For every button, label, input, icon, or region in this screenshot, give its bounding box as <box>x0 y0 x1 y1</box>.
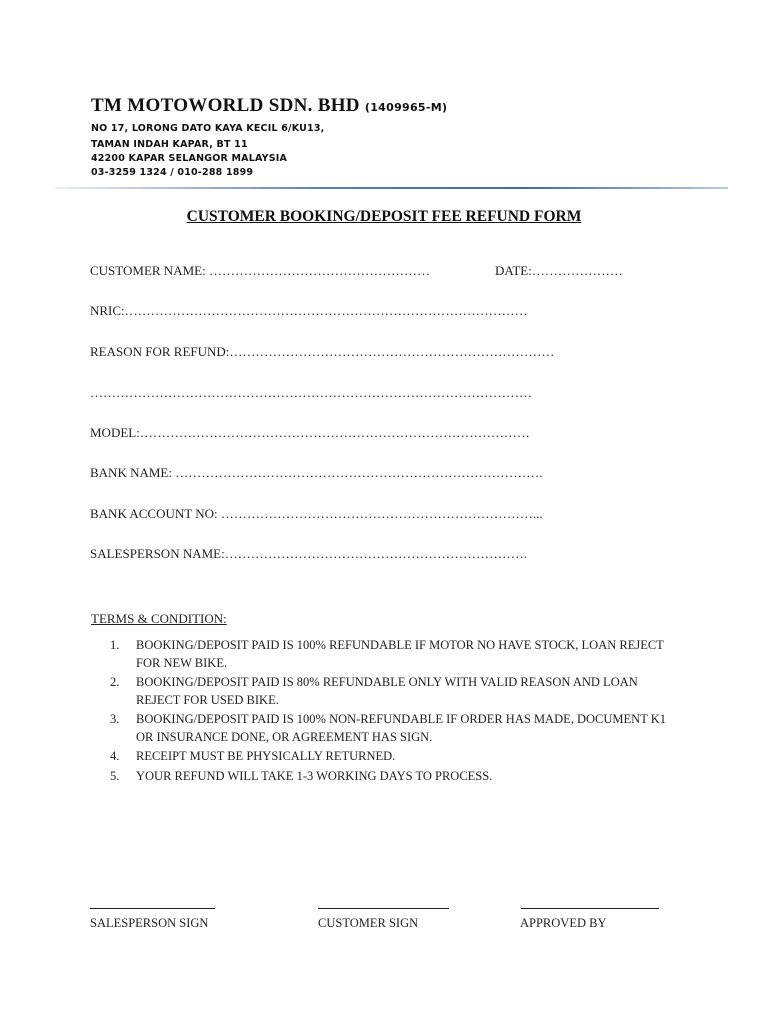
header-divider <box>55 187 728 189</box>
nric-field[interactable]: NRIC:………………………………………………………………………………… <box>90 303 528 318</box>
terms-item <box>110 637 670 672</box>
address-line-1: NO 17, LORONG DATO KAYA KECIL 6/KU13, <box>91 123 325 134</box>
terms-item <box>110 748 670 766</box>
terms-item-text: BOOKING/DEPOSIT PAID IS 100% REFUNDABLE IF MOTOR NO HAVE STOCK, LOAN REJECT FOR NEW BIKE. <box>136 638 664 670</box>
reason-field[interactable]: REASON FOR REFUND:………………………………………………………………… <box>90 344 555 359</box>
approved-by-line[interactable] <box>521 908 659 909</box>
address-line-2: TAMAN INDAH KAPAR, BT 11 <box>91 139 248 150</box>
terms-item-text: RECEIPT MUST BE PHYSICALLY RETURNED. <box>136 749 396 763</box>
terms-item-number: 4. <box>110 749 120 763</box>
company-name-text: TM MOTOWORLD SDN. BHD <box>91 95 360 116</box>
company-registration: (1409965-M) <box>364 101 448 114</box>
salesperson-sign-line[interactable] <box>90 908 215 909</box>
terms-list <box>110 637 670 787</box>
bank-account-field[interactable]: BANK ACCOUNT NO: ………………………………………………………………... <box>90 506 543 521</box>
terms-heading: TERMS & CONDITION: <box>91 611 227 626</box>
customer-name-field[interactable]: CUSTOMER NAME: …………………………………………… <box>90 263 430 278</box>
terms-item <box>110 768 670 786</box>
terms-item-text: BOOKING/DEPOSIT PAID IS 80% REFUNDABLE ONLY WITH VALID REASON AND LOAN REJECT FOR USED BIKE. <box>136 675 638 707</box>
terms-item-number: 5. <box>110 768 120 783</box>
approved-by-label: APPROVED BY <box>520 916 607 930</box>
company-name <box>91 95 447 117</box>
terms-item-number: 3. <box>110 712 120 726</box>
terms-item <box>110 711 670 746</box>
terms-item <box>110 674 670 709</box>
salesperson-sign-label: SALESPERSON SIGN <box>90 916 209 930</box>
model-field[interactable]: MODEL:……………………………………………………………………………… <box>90 425 530 440</box>
salesperson-name-field[interactable]: SALESPERSON NAME:……………………………………………………………. <box>90 546 527 561</box>
terms-item-number: 2. <box>110 675 120 689</box>
terms-item-text: BOOKING/DEPOSIT PAID IS 100% NON-REFUNDABLE IF ORDER HAS MADE, DOCUMENT K1 OR INSURANCE DONE, OR AGREEMENT HAS SIGN. <box>136 712 667 744</box>
phone-numbers: 03-3259 1324 / 010-288 1899 <box>91 167 254 178</box>
reason-continuation-field[interactable]: ………………………………………………………………………………………… <box>90 385 532 400</box>
customer-sign-line[interactable] <box>318 908 449 909</box>
bank-name-field[interactable]: BANK NAME: …………………………………………………………………………. <box>90 465 543 480</box>
date-field[interactable]: DATE:………………… <box>495 263 623 278</box>
terms-item-number: 1. <box>110 638 120 652</box>
customer-sign-label: CUSTOMER SIGN <box>318 916 419 930</box>
form-title: CUSTOMER BOOKING/DEPOSIT FEE REFUND FORM <box>186 208 582 225</box>
terms-item-text: YOUR REFUND WILL TAKE 1-3 WORKING DAYS TO PROCESS. <box>136 768 493 783</box>
address-line-3: 42200 KAPAR SELANGOR MALAYSIA <box>91 153 288 164</box>
